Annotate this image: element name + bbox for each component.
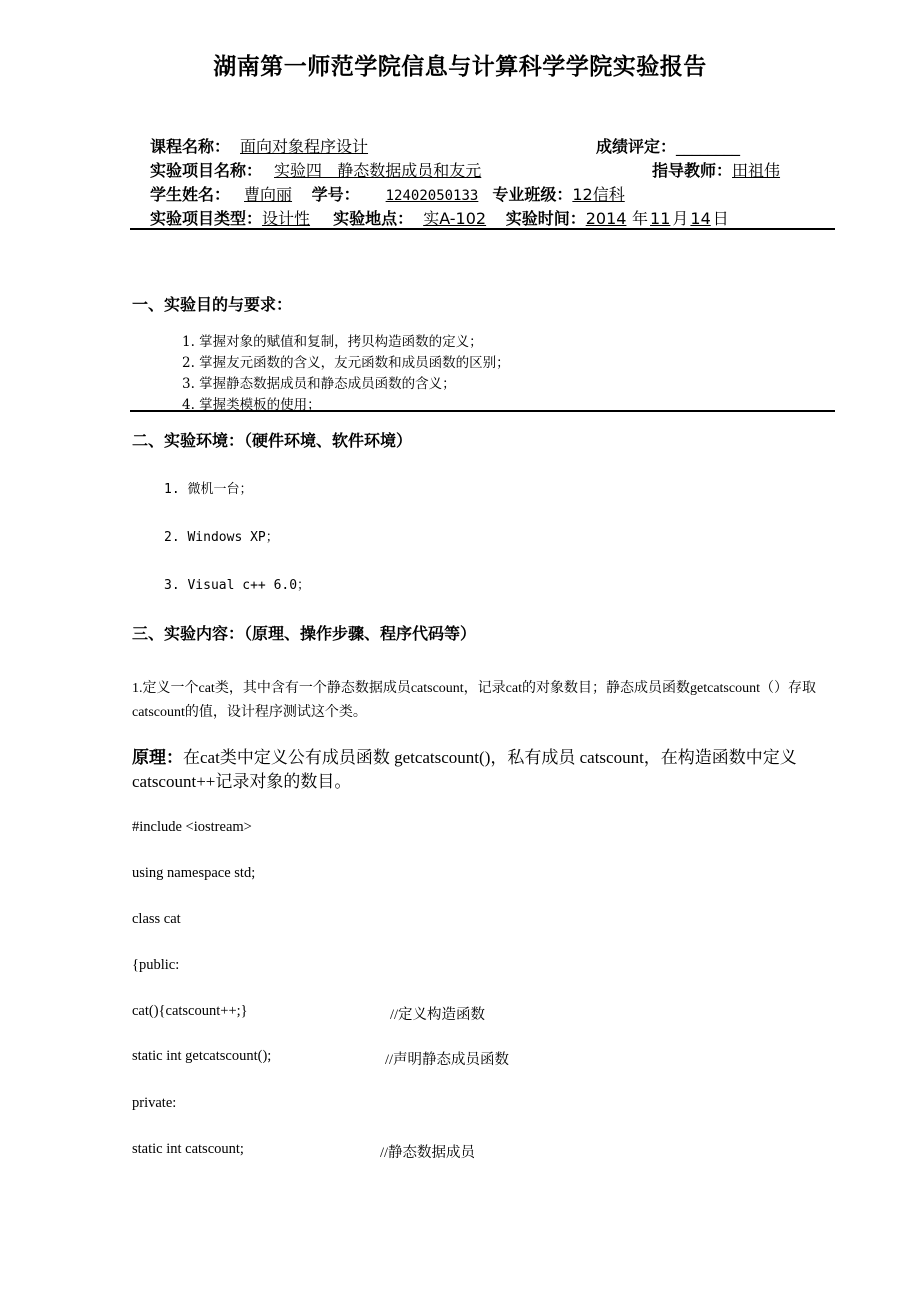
course-value: 面向对象程序设计	[240, 137, 369, 156]
principle-text: 在cat类中定义公有成员函数 getcatscount()，私有成员 catscount，在构造函数中定义 catscount++记录对象的数目。	[132, 748, 797, 791]
report-title: 湖南第一师范学院信息与计算科学学院实验报告	[213, 54, 707, 80]
location-value: 实A-102	[423, 209, 487, 228]
principle-label: 原理：	[132, 748, 183, 768]
section1-item: 2. 掌握友元函数的含义，友元函数和成员函数的区别；	[182, 355, 510, 371]
section1-item: 3. 掌握静态数据成员和静态成员函数的含义；	[182, 376, 456, 392]
time-year: 2014	[585, 209, 627, 228]
time-day: 14	[690, 209, 711, 228]
type-row	[150, 206, 729, 229]
type-label: 实验项目类型：	[150, 209, 263, 228]
grade-label: 成绩评定：	[596, 137, 677, 156]
time-label: 实验时间：	[505, 209, 586, 228]
code-line: cat(){catscount++;}	[132, 1003, 248, 1019]
teacher-label: 指导教师：	[652, 161, 733, 180]
section2-item: 2. Windows XP；	[164, 530, 279, 545]
time-month-unit: 月	[672, 209, 689, 228]
principle-paragraph	[132, 746, 842, 794]
id-label: 学号：	[311, 185, 360, 204]
time-year-unit: 年	[632, 209, 649, 228]
code-line: #include <iostream>	[132, 819, 252, 835]
code-line: static int getcatscount();	[132, 1048, 272, 1064]
section2-item: 3. Visual c++ 6.0；	[164, 578, 311, 593]
section1-item: 4. 掌握类模板的使用；	[182, 397, 321, 413]
section3-heading: 三、实验内容：（原理、操作步骤、程序代码等）	[132, 624, 477, 643]
id-value: 12402050133	[385, 188, 479, 204]
class-label: 专业班级：	[492, 185, 573, 204]
class-value: 12信科	[572, 185, 625, 204]
time-day-unit: 日	[712, 209, 729, 228]
grade-value: ________	[676, 137, 741, 156]
code-line: static int catscount;	[132, 1141, 244, 1157]
code-line: private:	[132, 1095, 177, 1111]
section1-heading: 一、实验目的与要求：	[132, 295, 293, 314]
location-label: 实验地点：	[333, 209, 414, 228]
teacher-value: 田祖伟	[732, 161, 781, 180]
section1-item: 1. 掌握对象的赋值和复制，拷贝构造函数的定义；	[182, 334, 483, 350]
header-divider	[130, 228, 835, 230]
student-row	[150, 182, 641, 205]
course-row	[150, 134, 376, 157]
type-value: 设计性	[262, 209, 311, 228]
section2-item: 1. 微机一台；	[164, 482, 253, 497]
code-line: class cat	[132, 911, 181, 927]
student-value: 曹向丽	[244, 185, 293, 204]
code-line: {public:	[132, 957, 180, 973]
project-label: 实验项目名称：	[150, 161, 263, 180]
section1-divider	[130, 410, 835, 412]
project-value: 实验四 静态数据成员和友元	[274, 161, 482, 180]
code-comment: //定义构造函数	[390, 1007, 486, 1023]
code-line: using namespace std;	[132, 865, 256, 881]
student-label: 学生姓名：	[150, 185, 231, 204]
code-comment: //静态数据成员	[380, 1145, 476, 1161]
project-row	[150, 158, 509, 181]
task-description: 1.定义一个cat类，其中含有一个静态数据成员catscount，记录cat的对象数目；静态成员函数getcatscount（）存取catscount的值，设计程序测试这个类。	[132, 681, 816, 720]
grade-row	[596, 134, 740, 157]
course-label: 课程名称：	[150, 137, 231, 156]
time-month: 11	[650, 209, 671, 228]
teacher-row	[652, 158, 800, 181]
code-comment: //声明静态成员函数	[385, 1052, 510, 1068]
section2-heading: 二、实验环境：（硬件环境、软件环境）	[132, 431, 413, 450]
